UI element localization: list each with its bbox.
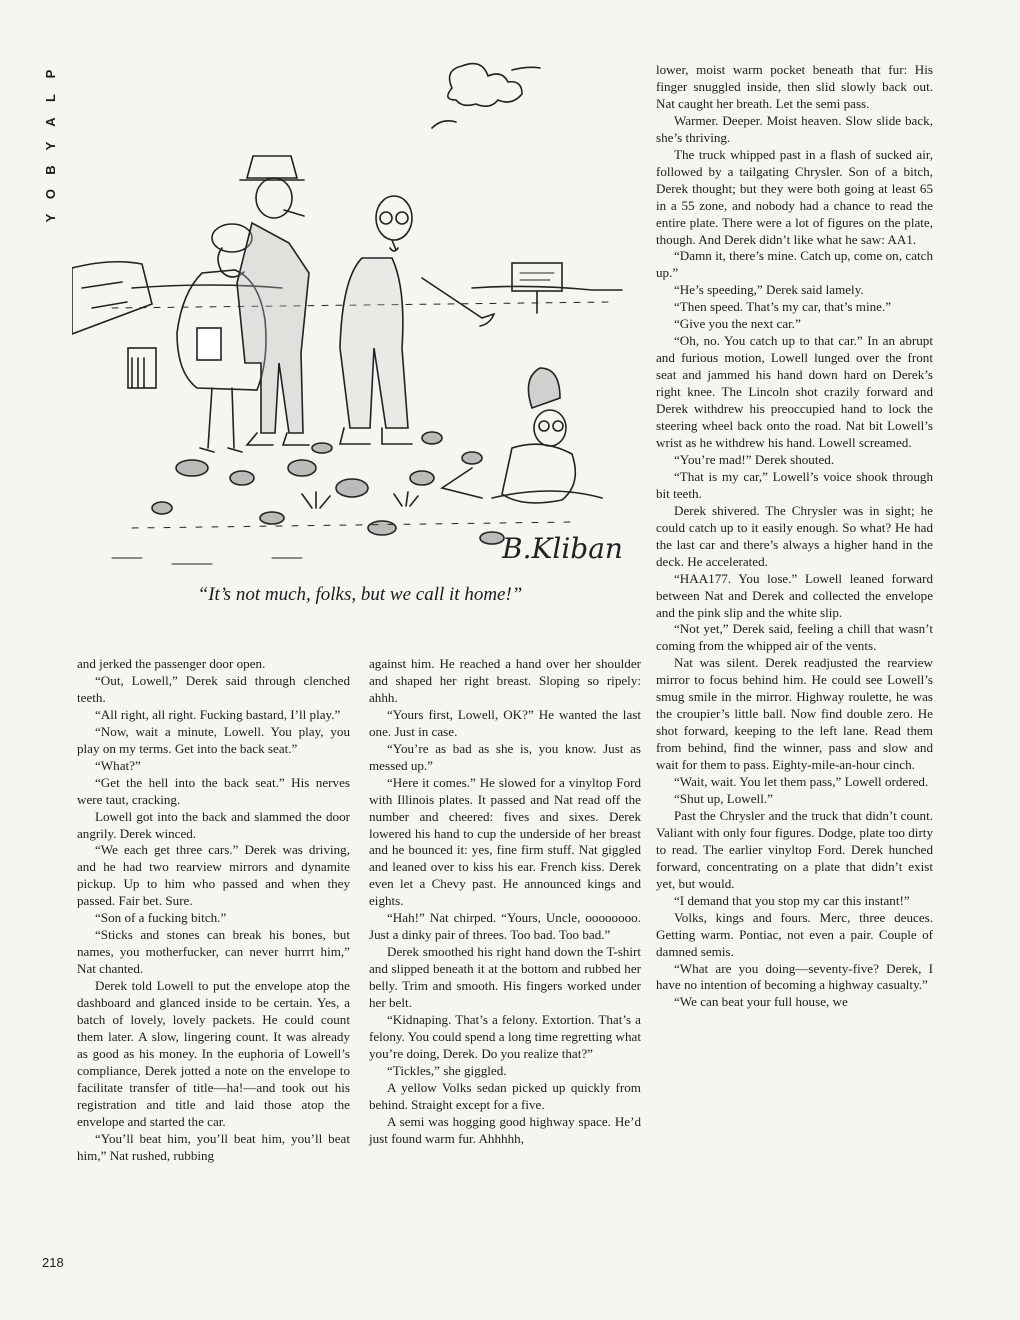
- cartoonist-signature: B.Kliban: [502, 532, 623, 565]
- paragraph: Derek smoothed his right hand down the T-shirt and slipped beneath it at the bottom and rubbed her belly. Trim and smooth. His fingers worked under her belt.: [369, 944, 641, 1011]
- cartoon-illustration: [72, 58, 632, 588]
- paragraph: Derek told Lowell to put the envelope atop the dashboard and glanced inside to be certain. Yes, a batch of lovely, lovely packets. He could count them later. A slow, lingering count. It was already as good as his money. In the euphoria of Lowell’s compliance, Derek jotted a note on the envelope to facilitate transfer of title—ha!—and took out his registration and title and laid those atop the envelope and started the car.: [77, 978, 350, 1129]
- text-column-1: [77, 656, 350, 1165]
- paragraph: “You’re as bad as she is, you know. Just as messed up.”: [369, 740, 641, 773]
- paragraph: and jerked the passenger door open.: [77, 656, 266, 671]
- masthead-letter: A: [43, 117, 58, 127]
- paragraph: “Not yet,” Derek said, feeling a chill that wasn’t coming from the whipped air of the vents.: [656, 621, 933, 654]
- text-column-3: [656, 62, 933, 1011]
- paragraph: Warmer. Deeper. Moist heaven. Slow slide back, she’s thriving.: [656, 112, 933, 145]
- paragraph: “Hah!” Nat chirped. “Yours, Uncle, oooooooo. Just a dinky pair of threes. Too bad. Too bad.”: [369, 910, 641, 943]
- paragraph: “Give you the next car.”: [674, 316, 801, 332]
- paragraph: Derek shivered. The Chrysler was in sight; he could catch up to it easily enough. So what? He had the last car and there’s always a higher hand in the deck. He accelerated.: [656, 502, 933, 569]
- masthead-letter: O: [43, 188, 58, 200]
- masthead-letter: P: [43, 69, 58, 79]
- paragraph: “Shut up, Lowell.”: [674, 790, 773, 806]
- paragraph: Volks, kings and fours. Merc, three deuces. Getting warm. Pontiac, not even a pair. Couple of damned semis.: [656, 909, 933, 959]
- paragraph: A semi was hogging good highway space. He’d just found warm fur. Ahhhhh,: [369, 1113, 641, 1146]
- paragraph: Past the Chrysler and the truck that didn’t count. Valiant with only four figures. Dodge, plate too dirty to read. The earlier vinyltop Ford. Derek hunched forward, concentrating on a plate that didn’t exist yet, but would.: [656, 807, 933, 891]
- cartoon-caption: “It’s not much, folks, but we call it home!”: [197, 584, 523, 605]
- paragraph: Nat was silent. Derek readjusted the rearview mirror to focus behind him. He could see Lowell’s smug smile in the mirror. Highway roulette, he was the croupier’s little ball. Now find double zero. He shot forward, keeping to the left lane. Read them from behind, find the winner, pass and slow and wait for them to pass. Eighty-mile-an-hour cinch.: [656, 655, 933, 773]
- text-column-2: [369, 656, 641, 1148]
- paragraph: “We each get three cars.” Derek was driving, and he had two rearview mirrors and dynamite pickup. Up to him who passed and when they passed. Fair bet. Sure.: [77, 842, 350, 909]
- paragraph: “Son of a fucking bitch.”: [95, 910, 227, 926]
- paragraph: “That is my car,” Lowell’s voice shook through bit teeth.: [656, 468, 933, 501]
- paragraph: “What?”: [95, 757, 141, 773]
- masthead-letter: L: [43, 94, 58, 102]
- paragraph: “Now, wait a minute, Lowell. You play, you play on my terms. Get into the back seat.”: [77, 723, 350, 756]
- masthead-letter: Y: [43, 141, 58, 151]
- paragraph: against him. He reached a hand over her shoulder and shaped her right breast. Sloping so ripely: ahhh.: [369, 656, 641, 705]
- paragraph: “You’ll beat him, you’ll beat him, you’ll beat him,” Nat rushed, rubbing: [77, 1130, 350, 1163]
- paragraph: “Sticks and stones can break his bones, but names, you motherfucker, can never hurrrt him,” Nat chanted.: [77, 927, 350, 977]
- paragraph: “What are you doing—seventy-five? Derek, I have no intention of becoming a highway casualty.”: [656, 960, 933, 993]
- paragraph: A yellow Volks sedan picked up quickly from behind. Straight except for a five.: [369, 1079, 641, 1112]
- paragraph: The truck whipped past in a flash of sucked air, followed by a tailgating Chrysler. Son of a bitch, Derek thought; but they were both going at least 65 in a 55 zone, and nobody had a chance to read the entire plate. There were a lot of figures on the plate, though. And Derek didn’t like what he saw: AA1.: [656, 146, 933, 247]
- paragraph: “Yours first, Lowell, OK?” He wanted the last one. Just in case.: [369, 706, 641, 739]
- masthead-letter: B: [43, 165, 58, 175]
- paragraph: Lowell got into the back and slammed the door angrily. Derek winced.: [77, 808, 350, 841]
- paragraph: “He’s speeding,” Derek said lamely.: [674, 282, 864, 298]
- paragraph: “Get the hell into the back seat.” His nerves were taut, cracking.: [77, 774, 350, 807]
- paragraph: “You’re mad!” Derek shouted.: [674, 451, 835, 467]
- paragraph: “All right, all right. Fucking bastard, I’ll play.”: [95, 706, 341, 722]
- magazine-masthead: [38, 62, 64, 230]
- paragraph: “Then speed. That’s my car, that’s mine.”: [674, 299, 892, 315]
- paragraph: “Kidnaping. That’s a felony. Extortion. That’s a felony. You could spend a long time regretting what you’re doing, Derek. Do you realize that?”: [369, 1012, 641, 1061]
- paragraph: “Oh, no. You catch up to that car.” In an abrupt and furious motion, Lowell lunged over the front seat and jammed his hand down hard on Derek’s right knee. The Lincoln shot crazily forward and Derek withdrew his preoccupied hand to lock the steering wheel back onto the road. Nat bit Lowell’s wrist as he withdrew his hand. Lowell screamed.: [656, 333, 933, 450]
- paragraph: “Tickles,” she giggled.: [387, 1062, 507, 1078]
- paragraph: “Here it comes.” He slowed for a vinyltop Ford with Illinois plates. It passed and Nat read off the number and cheered: fives and sixes. Derek lowered his hand to cup the underside of her breast and he bounced it: yes, fine firm stuff. Nat giggled and leaned over to kiss his ear. French kiss. Derek even let a Chevy past. He announced kings and eights.: [369, 774, 641, 909]
- masthead-letter: Y: [43, 213, 58, 223]
- paragraph: lower, moist warm pocket beneath that fur: His finger snuggled inside, then slid slowly back out. Nat caught her breath. Let the semi pass.: [656, 62, 933, 111]
- paragraph: “Wait, wait. You let them pass,” Lowell ordered.: [674, 774, 929, 790]
- paragraph: “Out, Lowell,” Derek said through clenched teeth.: [77, 672, 350, 705]
- paragraph: “I demand that you stop my car this instant!”: [674, 892, 910, 908]
- paragraph: “We can beat your full house, we: [674, 994, 848, 1010]
- page-number: 218: [42, 1255, 64, 1270]
- paragraph: “Damn it, there’s mine. Catch up, come on, catch up.”: [656, 248, 933, 281]
- paragraph: “HAA177. You lose.” Lowell leaned forward between Nat and Derek and collected the envelope and the pink slip and the white slip.: [656, 570, 933, 620]
